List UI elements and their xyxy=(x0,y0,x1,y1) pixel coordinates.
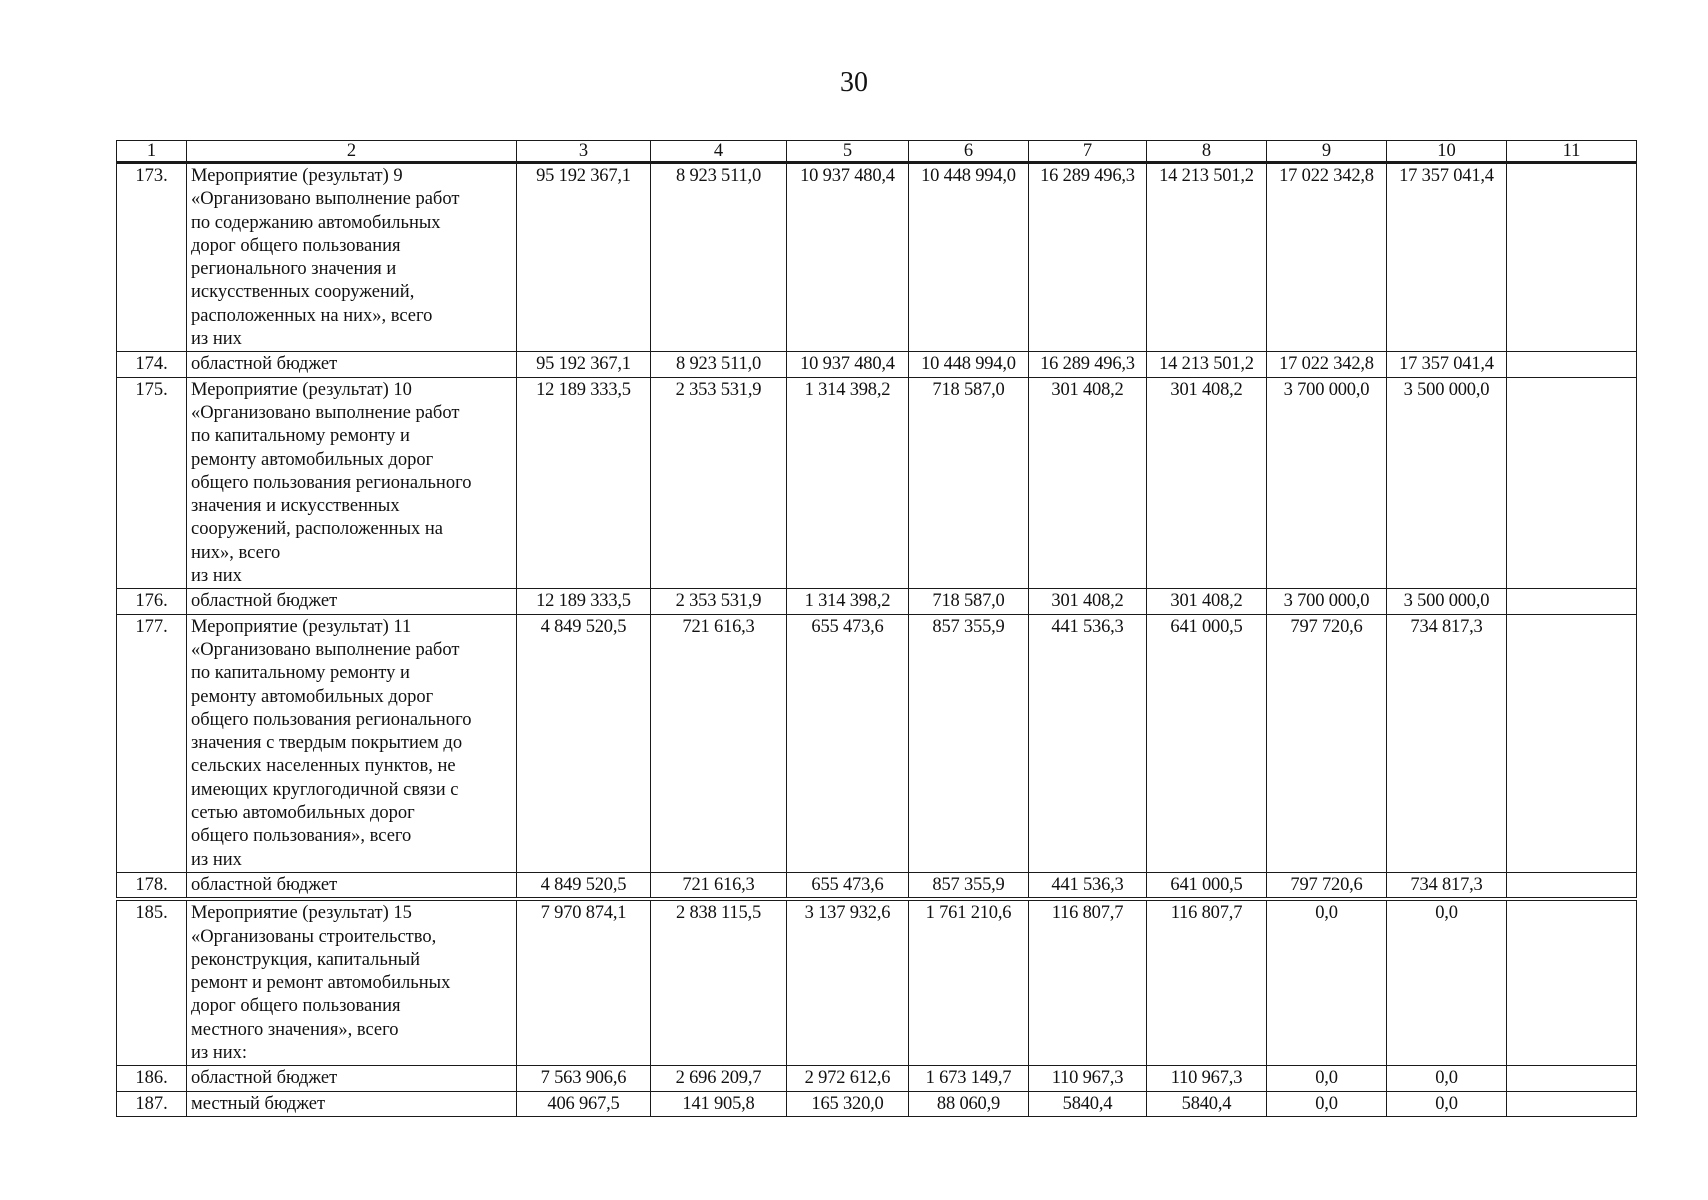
column-number-4: 4 xyxy=(651,141,787,163)
row-description: областной бюджет xyxy=(187,1066,517,1091)
column-number-7: 7 xyxy=(1029,141,1147,163)
value-cell-col-5: 3 137 932,6 xyxy=(787,899,909,1066)
value-cell-col-9: 3 700 000,0 xyxy=(1267,589,1387,614)
value-cell-col-8: 110 967,3 xyxy=(1147,1066,1267,1091)
value-cell-col-3: 4 849 520,5 xyxy=(517,872,651,899)
value-cell-col-10: 0,0 xyxy=(1387,1066,1507,1091)
row-number: 187. xyxy=(117,1091,187,1116)
value-cell-col-11 xyxy=(1507,614,1637,872)
row-description: областной бюджет xyxy=(187,352,517,377)
value-cell-col-7: 5840,4 xyxy=(1029,1091,1147,1116)
page-number: 30 xyxy=(840,67,868,98)
row-number: 174. xyxy=(117,352,187,377)
row-number: 185. xyxy=(117,899,187,1066)
row-description: Мероприятие (результат) 10 «Организовано выполнение работ по капитальному ремонту и ремонту автомобильных дорог общего пользования регионального значения и искусственных сооружений, расположенных на них», всего из них xyxy=(187,377,517,589)
value-cell-col-6: 88 060,9 xyxy=(909,1091,1029,1116)
budget-table-container xyxy=(116,140,1636,1117)
value-cell-col-10: 3 500 000,0 xyxy=(1387,589,1507,614)
column-number-8: 8 xyxy=(1147,141,1267,163)
value-cell-col-3: 7 970 874,1 xyxy=(517,899,651,1066)
table-row xyxy=(117,899,1637,1066)
value-cell-col-10: 3 500 000,0 xyxy=(1387,377,1507,589)
table-row xyxy=(117,1091,1637,1116)
value-cell-col-7: 16 289 496,3 xyxy=(1029,163,1147,352)
row-number: 178. xyxy=(117,872,187,899)
table-row xyxy=(117,872,1637,899)
budget-table xyxy=(116,140,1637,1117)
column-number-1: 1 xyxy=(117,141,187,163)
column-number-row xyxy=(117,141,1637,163)
row-description: Мероприятие (результат) 9 «Организовано выполнение работ по содержанию автомобильных дорог общего пользования регионального значения и искусственных сооружений, расположенных на них», всего из них xyxy=(187,163,517,352)
value-cell-col-7: 110 967,3 xyxy=(1029,1066,1147,1091)
value-cell-col-11 xyxy=(1507,377,1637,589)
value-cell-col-5: 1 314 398,2 xyxy=(787,589,909,614)
value-cell-col-3: 12 189 333,5 xyxy=(517,377,651,589)
value-cell-col-8: 301 408,2 xyxy=(1147,589,1267,614)
value-cell-col-10: 17 357 041,4 xyxy=(1387,352,1507,377)
value-cell-col-9: 0,0 xyxy=(1267,899,1387,1066)
row-number: 186. xyxy=(117,1066,187,1091)
value-cell-col-6: 718 587,0 xyxy=(909,589,1029,614)
row-description: местный бюджет xyxy=(187,1091,517,1116)
table-row xyxy=(117,352,1637,377)
value-cell-col-5: 2 972 612,6 xyxy=(787,1066,909,1091)
value-cell-col-8: 14 213 501,2 xyxy=(1147,352,1267,377)
value-cell-col-4: 721 616,3 xyxy=(651,614,787,872)
row-description: Мероприятие (результат) 11 «Организовано выполнение работ по капитальному ремонту и ремонту автомобильных дорог общего пользования регионального значения с твердым покрытием до сельских населенных пунктов, не имеющих круглогодичной связи с сетью автомобильных дорог общего пользования», всего из них xyxy=(187,614,517,872)
value-cell-col-3: 12 189 333,5 xyxy=(517,589,651,614)
value-cell-col-3: 7 563 906,6 xyxy=(517,1066,651,1091)
value-cell-col-6: 10 448 994,0 xyxy=(909,163,1029,352)
value-cell-col-3: 95 192 367,1 xyxy=(517,352,651,377)
value-cell-col-10: 17 357 041,4 xyxy=(1387,163,1507,352)
value-cell-col-10: 0,0 xyxy=(1387,899,1507,1066)
table-row xyxy=(117,589,1637,614)
value-cell-col-9: 0,0 xyxy=(1267,1066,1387,1091)
value-cell-col-8: 5840,4 xyxy=(1147,1091,1267,1116)
column-number-11: 11 xyxy=(1507,141,1637,163)
column-number-2: 2 xyxy=(187,141,517,163)
value-cell-col-6: 857 355,9 xyxy=(909,614,1029,872)
value-cell-col-10: 734 817,3 xyxy=(1387,614,1507,872)
value-cell-col-4: 8 923 511,0 xyxy=(651,163,787,352)
value-cell-col-8: 641 000,5 xyxy=(1147,614,1267,872)
value-cell-col-7: 301 408,2 xyxy=(1029,589,1147,614)
value-cell-col-8: 301 408,2 xyxy=(1147,377,1267,589)
value-cell-col-6: 718 587,0 xyxy=(909,377,1029,589)
value-cell-col-7: 301 408,2 xyxy=(1029,377,1147,589)
table-row xyxy=(117,377,1637,589)
value-cell-col-5: 655 473,6 xyxy=(787,872,909,899)
value-cell-col-9: 17 022 342,8 xyxy=(1267,352,1387,377)
column-number-9: 9 xyxy=(1267,141,1387,163)
value-cell-col-11 xyxy=(1507,872,1637,899)
value-cell-col-5: 1 314 398,2 xyxy=(787,377,909,589)
value-cell-col-4: 2 353 531,9 xyxy=(651,589,787,614)
row-number: 175. xyxy=(117,377,187,589)
value-cell-col-4: 8 923 511,0 xyxy=(651,352,787,377)
value-cell-col-3: 406 967,5 xyxy=(517,1091,651,1116)
value-cell-col-4: 2 838 115,5 xyxy=(651,899,787,1066)
value-cell-col-7: 441 536,3 xyxy=(1029,614,1147,872)
value-cell-col-11 xyxy=(1507,163,1637,352)
value-cell-col-6: 1 761 210,6 xyxy=(909,899,1029,1066)
value-cell-col-5: 10 937 480,4 xyxy=(787,352,909,377)
value-cell-col-3: 95 192 367,1 xyxy=(517,163,651,352)
value-cell-col-5: 655 473,6 xyxy=(787,614,909,872)
column-number-3: 3 xyxy=(517,141,651,163)
value-cell-col-11 xyxy=(1507,1066,1637,1091)
table-body xyxy=(117,141,1637,1117)
row-number: 176. xyxy=(117,589,187,614)
value-cell-col-10: 0,0 xyxy=(1387,1091,1507,1116)
row-number: 177. xyxy=(117,614,187,872)
value-cell-col-4: 141 905,8 xyxy=(651,1091,787,1116)
value-cell-col-11 xyxy=(1507,589,1637,614)
value-cell-col-3: 4 849 520,5 xyxy=(517,614,651,872)
value-cell-col-6: 1 673 149,7 xyxy=(909,1066,1029,1091)
row-description: Мероприятие (результат) 15 «Организованы строительство, реконструкция, капитальный ремонт и ремонт автомобильных дорог общего пользования местного значения», всего из них: xyxy=(187,899,517,1066)
table-row xyxy=(117,1066,1637,1091)
value-cell-col-4: 2 353 531,9 xyxy=(651,377,787,589)
column-number-5: 5 xyxy=(787,141,909,163)
value-cell-col-5: 165 320,0 xyxy=(787,1091,909,1116)
value-cell-col-7: 16 289 496,3 xyxy=(1029,352,1147,377)
table-row xyxy=(117,163,1637,352)
value-cell-col-9: 797 720,6 xyxy=(1267,872,1387,899)
value-cell-col-4: 721 616,3 xyxy=(651,872,787,899)
value-cell-col-9: 17 022 342,8 xyxy=(1267,163,1387,352)
value-cell-col-4: 2 696 209,7 xyxy=(651,1066,787,1091)
row-description: областной бюджет xyxy=(187,872,517,899)
value-cell-col-10: 734 817,3 xyxy=(1387,872,1507,899)
column-number-6: 6 xyxy=(909,141,1029,163)
column-number-10: 10 xyxy=(1387,141,1507,163)
value-cell-col-9: 3 700 000,0 xyxy=(1267,377,1387,589)
value-cell-col-11 xyxy=(1507,352,1637,377)
value-cell-col-8: 641 000,5 xyxy=(1147,872,1267,899)
value-cell-col-9: 0,0 xyxy=(1267,1091,1387,1116)
value-cell-col-8: 116 807,7 xyxy=(1147,899,1267,1066)
value-cell-col-8: 14 213 501,2 xyxy=(1147,163,1267,352)
value-cell-col-7: 116 807,7 xyxy=(1029,899,1147,1066)
value-cell-col-11 xyxy=(1507,899,1637,1066)
value-cell-col-9: 797 720,6 xyxy=(1267,614,1387,872)
value-cell-col-6: 10 448 994,0 xyxy=(909,352,1029,377)
row-number: 173. xyxy=(117,163,187,352)
value-cell-col-11 xyxy=(1507,1091,1637,1116)
table-row xyxy=(117,614,1637,872)
row-description: областной бюджет xyxy=(187,589,517,614)
value-cell-col-5: 10 937 480,4 xyxy=(787,163,909,352)
value-cell-col-6: 857 355,9 xyxy=(909,872,1029,899)
value-cell-col-7: 441 536,3 xyxy=(1029,872,1147,899)
